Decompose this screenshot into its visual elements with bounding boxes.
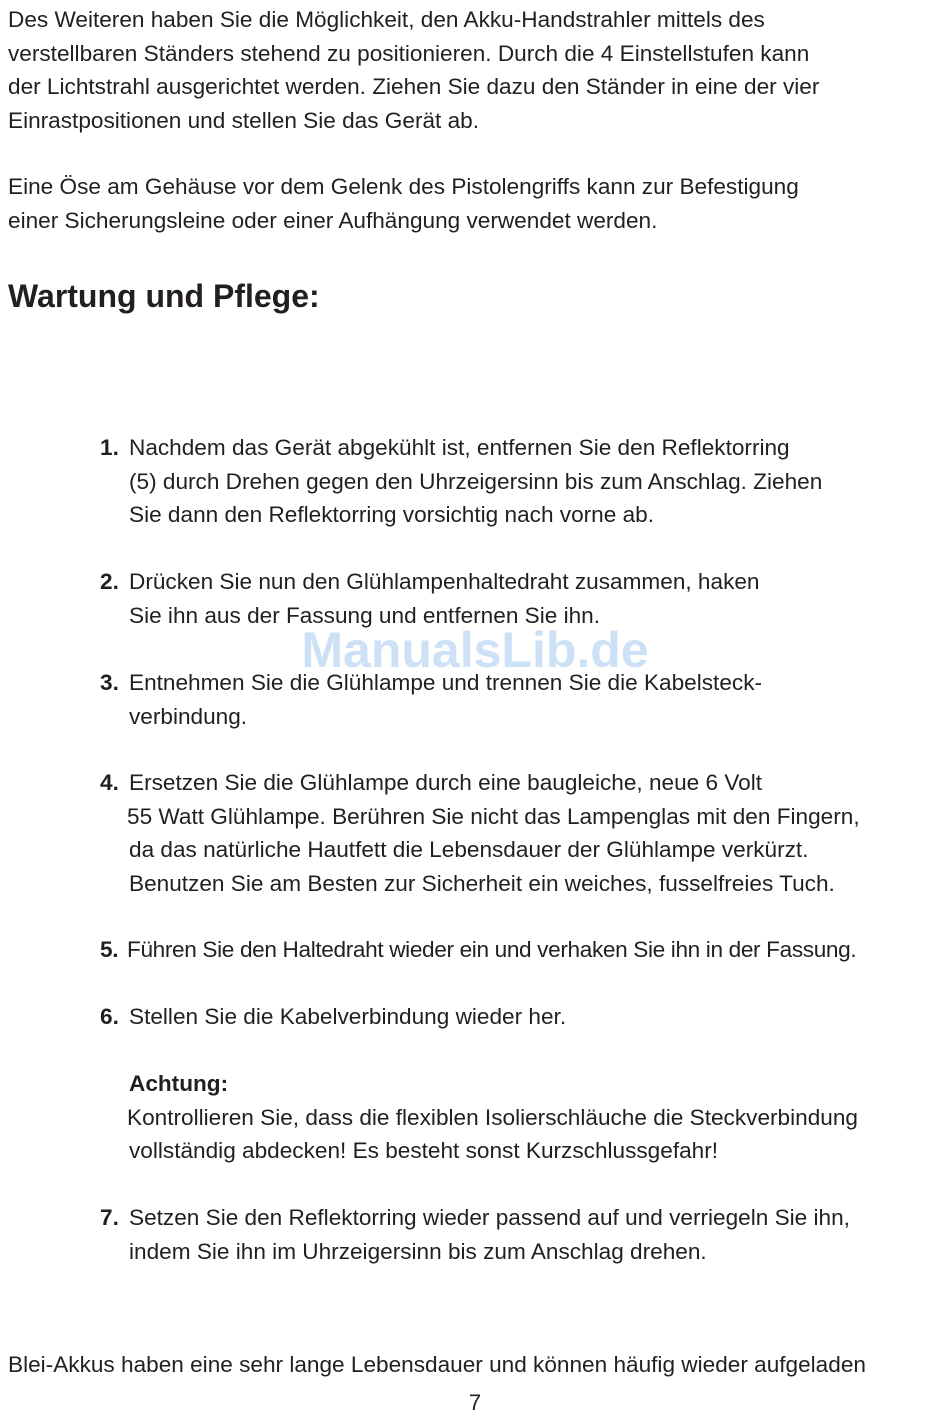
step-text: Stellen Sie die Kabelverbindung wieder her.	[129, 1004, 567, 1029]
step-number: 7.	[100, 1205, 119, 1230]
step-text: Entnehmen Sie die Glühlampe und trennen Sie die Kabelsteck-	[129, 670, 763, 695]
list-item	[100, 766, 945, 900]
text-line: der Lichtstrahl ausgerichtet werden. Ziehen Sie dazu den Ständer in eine der vier	[8, 74, 820, 99]
step-text: da das natürliche Hautfett die Lebensdauer der Glühlampe verkürzt.	[129, 837, 809, 862]
footer-paragraph	[8, 1348, 948, 1382]
step-number: 2.	[100, 569, 119, 594]
text-line: Blei-Akkus haben eine sehr lange Lebensdauer und können häufig wieder aufgeladen	[8, 1352, 866, 1377]
step-text: Drücken Sie nun den Glühlampenhaltedraht zusammen, haken	[129, 569, 760, 594]
step-text: (5) durch Drehen gegen den Uhrzeigersinn bis zum Anschlag. Ziehen	[129, 468, 823, 494]
step-text: Ersetzen Sie die Glühlampe durch eine baugleiche, neue 6 Volt	[129, 770, 763, 795]
section-heading: Wartung und Pflege:	[8, 278, 320, 314]
warning-text: Kontrollieren Sie, dass die flexiblen Isolierschläuche die Steckverbindung	[127, 1104, 858, 1130]
step-number: 1.	[100, 435, 119, 460]
warning-text: vollständig abdecken! Es besteht sonst Kurzschlussgefahr!	[129, 1138, 719, 1163]
warning-note	[100, 1067, 945, 1168]
step-text: Setzen Sie den Reflektorring wieder passend auf und verriegeln Sie ihn,	[129, 1205, 850, 1230]
intro-paragraph-eyelet	[8, 170, 948, 237]
text-line: verstellbaren Ständers stehend zu positionieren. Durch die 4 Einstellstufen kann	[8, 40, 810, 66]
text-line: Eine Öse am Gehäuse vor dem Gelenk des Pistolengriffs kann zur Befestigung	[8, 174, 799, 199]
list-item	[100, 1000, 945, 1034]
list-item	[100, 933, 945, 967]
step-number: 4.	[100, 770, 119, 795]
step-text: Benutzen Sie am Besten zur Sicherheit ein weiches, fusselfreies Tuch.	[129, 870, 835, 896]
step-text: indem Sie ihn im Uhrzeigersinn bis zum Anschlag drehen.	[129, 1238, 707, 1264]
watermark-logo: ManualsLib.de	[301, 622, 649, 678]
page-number: 7	[468, 1390, 482, 1415]
step-text: Nachdem das Gerät abgekühlt ist, entfernen Sie den Reflektorring	[129, 435, 790, 460]
list-item	[100, 431, 945, 532]
step-text: 55 Watt Glühlampe. Berühren Sie nicht das Lampenglas mit den Fingern,	[127, 803, 860, 829]
step-text: Sie ihn aus der Fassung und entfernen Sie ihn.	[129, 602, 601, 628]
warning-title: Achtung:	[129, 1071, 229, 1096]
intro-paragraph-stand	[8, 3, 948, 137]
text-line: Einrastpositionen und stellen Sie das Gerät ab.	[8, 107, 479, 133]
text-line: Des Weiteren haben Sie die Möglichkeit, den Akku-Handstrahler mittels des	[8, 7, 765, 32]
step-text: verbindung.	[129, 703, 248, 729]
step-text: Sie dann den Reflektorring vorsichtig nach vorne ab.	[129, 502, 654, 527]
text-line: einer Sicherungsleine oder einer Aufhängung verwendet werden.	[8, 207, 658, 233]
step-text: Führen Sie den Haltedraht wieder ein und verhaken Sie ihn in der Fassung.	[127, 937, 857, 962]
step-number: 5.	[100, 937, 119, 962]
step-number: 3.	[100, 670, 119, 695]
list-item	[100, 1201, 945, 1268]
step-number: 6.	[100, 1004, 119, 1029]
